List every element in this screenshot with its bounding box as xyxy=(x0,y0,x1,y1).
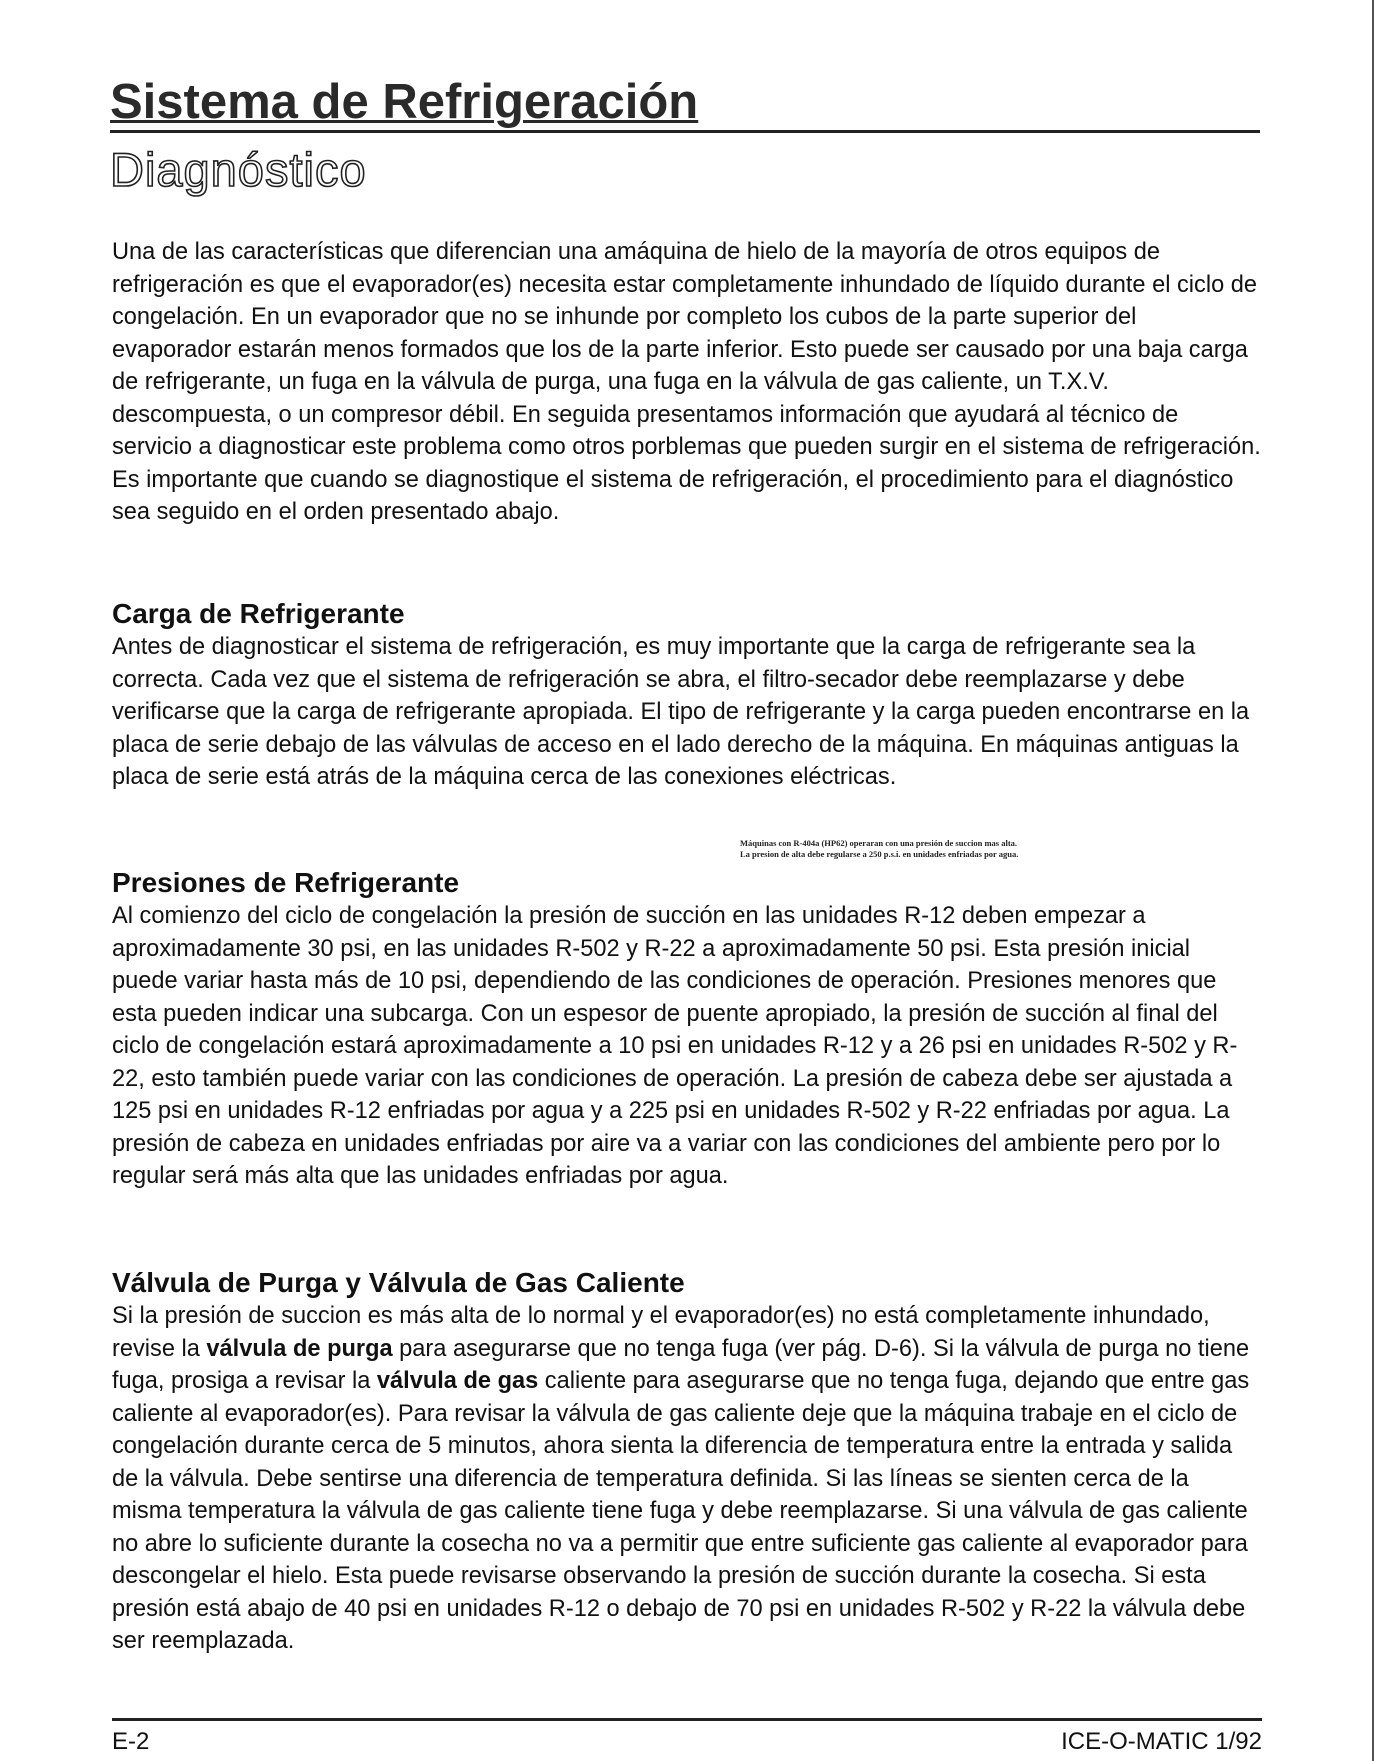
intro-block xyxy=(112,236,1262,529)
page-number: E-2 xyxy=(112,1728,150,1755)
bold-term: válvula de purga xyxy=(206,1335,393,1362)
intro-paragraph: Una de las características que diferencian una amáquina de hielo de la mayoría de otros equipos de refrigeración es que el evaporador(es) necesita estar completamente inhundado de líquido durante el ciclo de congelación. En un evaporador que no se inhunde por completo los cubos de la parte superior del evaporador estarán menos formados que los de la parte inferior. Esto puede ser causado por una baja carga de refrigerante, un fuga en la válvula de purga, una fuga en la válvula de gas caliente, un T.X.V. descompuesta, o un compresor débil. En seguida presentamos información que ayudará al técnico de servicio a diagnosticar este problema como otros porblemas que pueden surgir en el sistema de refrigeración. Es importante que cuando se diagnostique el sistema de refrigeración, el procedimiento para el diagnóstico sea seguido en el orden presentado abajo. xyxy=(112,239,1261,525)
footer-brand: ICE-O-MATIC 1/92 xyxy=(1061,1728,1262,1755)
note-line: Máquinas con R-404a (HP62) operaran con una presión de succion mas alta. xyxy=(740,838,1018,848)
section-heading: Carga de Refrigerante xyxy=(112,598,405,629)
section-heading: Válvula de Purga y Válvula de Gas Caliente xyxy=(112,1267,685,1298)
page-subtitle: Diagnóstico xyxy=(110,143,367,196)
section-body: Al comienzo del ciclo de congelación la presión de succión en las unidades R-12 deben empezar a aproximadamente 30 psi, en las unidades R-502 y R-22 a aproximadamente 50 psi. Esta presión inicial puede variar hasta más de 10 psi, dependiendo de las condiciones de operación. Presiones menores que esta pueden indicar una subcarga. Con un espesor de puente apropiado, la presión de succión al final del ciclo de congelación estará aproximadamente a 10 psi en unidades R-12 y a 26 psi en unidades R-502 y R-22, esto también puede variar con las condiciones de operación. La presión de cabeza debe ser ajustada a 125 psi en unidades R-12 enfriadas por agua y a 225 psi en unidades R-502 y R-22 enfriadas por agua. La presión de cabeza en unidades enfriadas por aire va a variar con las condiciones del ambiente pero por lo regular será más alta que las unidades enfriadas por agua. xyxy=(112,903,1238,1189)
section-body: Antes de diagnosticar el sistema de refrigeración, es muy importante que la carga de refrigerante sea la correcta. Cada vez que el sistema de refrigeración se abra, el filtro-secador debe reemplazarse y debe verificarse que la carga de refrigerante apropiada. El tipo de refrigerante y la carga pueden encontrarse en la placa de serie debajo de las válvulas de acceso en el lado derecho de la máquina. En máquinas antiguas la placa de serie está atrás de la máquina cerca de las conexiones eléctricas. xyxy=(112,634,1250,790)
section-body xyxy=(112,1300,1262,1658)
page-title: Sistema de Refrigeración xyxy=(110,74,1260,133)
scan-edge-line xyxy=(1372,0,1374,1761)
side-note xyxy=(740,838,1180,860)
section-heading: Presiones de Refrigerante xyxy=(112,867,460,898)
text-run: Si la presión de succion es más alta de lo normal y el evaporador(es) no está completamente inhundado, revise la xyxy=(112,1303,1210,1362)
section-valvula xyxy=(112,1266,1262,1658)
page-footer xyxy=(112,1718,1262,1755)
section-presiones xyxy=(112,866,1262,1193)
bold-term: válvula de gas xyxy=(376,1368,539,1394)
section-carga xyxy=(112,597,1262,794)
text-run: para asegurarse que no tenga fuga (ver pág. D-6). Si la válvula de purga no tiene fuga, prosiga a revisar la xyxy=(112,1335,1250,1394)
note-line: La presion de alta debe regularse a 250 p.s.i. en unidades enfriadas por agua. xyxy=(740,849,1019,859)
text-run: caliente para asegurarse que no tenga fuga, dejando que entre gas caliente al evaporador(es). Para revisar la válvula de gas caliente deje que la máquina trabaje en el ciclo de congelación durante cerca de 5 minutos, ahora sienta la diferencia de temperatura entre la entrada y salida de la válvula. Debe sentirse una diferencia de temperatura definida. Si las líneas se sienten cerca de la misma temperatura la válvula de gas caliente tiene fuga y debe reemplazarse. Si una válvula de gas caliente no abre lo suficiente durante la cosecha no va a permitir que entre suficiente gas caliente al evaporador para descongelar el hielo. Esta puede revisarse observando la presión de succión durante la cosecha. Si esta presión está abajo de 40 psi en unidades R-12 o debajo de 70 psi en unidades R-502 y R-22 la válvula debe ser reemplazada. xyxy=(112,1368,1250,1654)
